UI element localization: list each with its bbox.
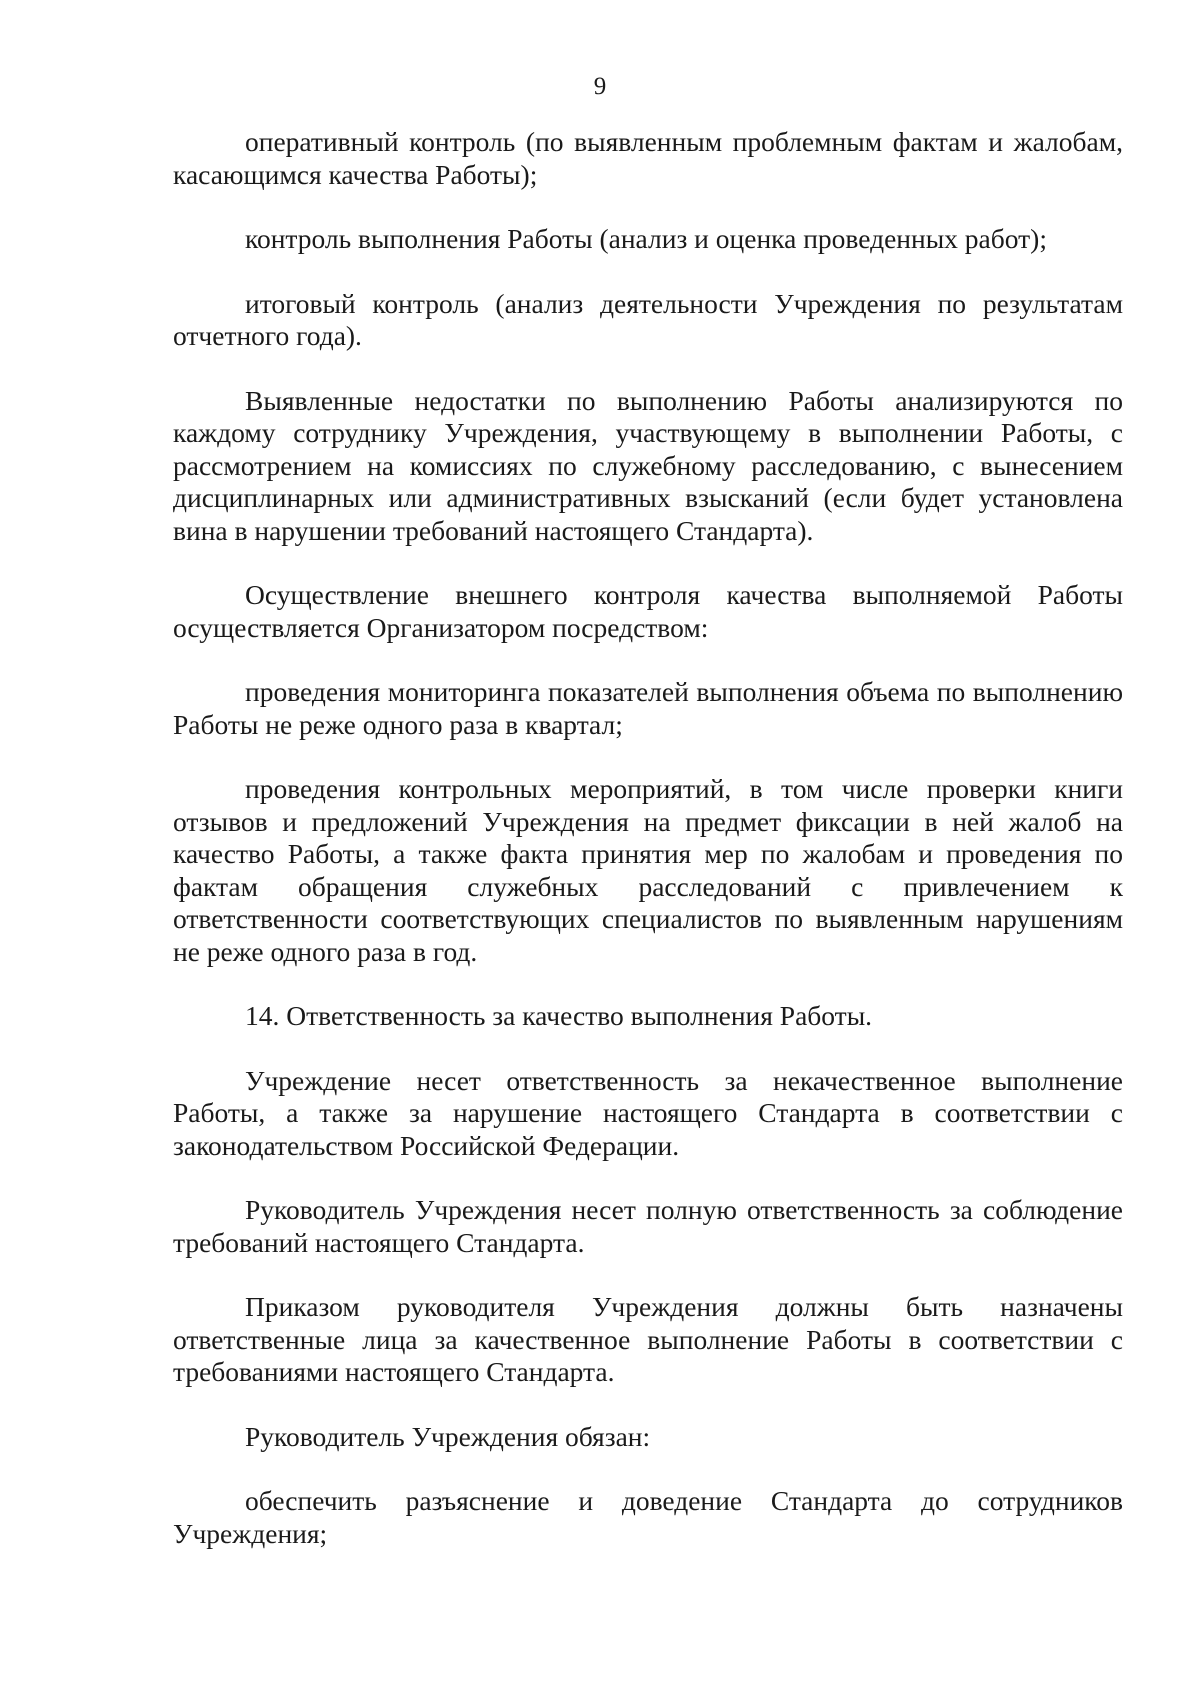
document-body — [173, 126, 1123, 1582]
section-heading-responsibility: 14. Ответственность за качество выполнения Работы. — [245, 1000, 873, 1031]
page-number: 9 — [593, 73, 607, 100]
paragraph-final-control: итоговый контроль (анализ деятельности Учреждения по результатам отчетного года). — [173, 287, 1123, 351]
paragraph-deficiencies: Выявленные недостатки по выполнению Работы анализируются по каждому сотруднику Учреждения, участвующему в выполнении Работы, с рассмотрением на комиссиях по служебному расследованию, с вынесением дисциплинарных или административных взысканий (если будет установлена вина в нарушении требований настоящего Стандарта). — [173, 384, 1123, 546]
paragraph-operational-control: оперативный контроль (по выявленным проблемным фактам и жалобам, касающимся качества Работы); — [173, 126, 1123, 190]
paragraph-control-measures: проведения контрольных мероприятий, в том числе проверки книги отзывов и предложений Учреждения на предмет фиксации в ней жалоб на качество Работы, а также факта принятия мер по жалобам и проведения по фактам обращения служебных расследований с привлечением к ответственности соответствующих специалистов по выявленным нарушениям не реже одного раза в год. — [173, 773, 1123, 967]
paragraph-head-responsibility: Руководитель Учреждения несет полную ответственность за соблюдение требований настоящего Стандарта. — [173, 1194, 1123, 1258]
paragraph-head-obligations: Руководитель Учреждения обязан: — [245, 1420, 651, 1452]
paragraph-order-appointment: Приказом руководителя Учреждения должны быть назначены ответственные лица за качественное выполнение Работы в соответствии с требованиями настоящего Стандарта. — [173, 1291, 1123, 1387]
paragraph-explain-standard: обеспечить разъяснение и доведение Стандарта до сотрудников Учреждения; — [173, 1485, 1123, 1549]
paragraph-execution-control: контроль выполнения Работы (анализ и оценка проведенных работ); — [245, 223, 1047, 254]
paragraph-external-control: Осуществление внешнего контроля качества выполняемой Работы осуществляется Организатором посредством: — [173, 579, 1123, 643]
paragraph-institution-responsibility: Учреждение несет ответственность за некачественное выполнение Работы, а также за нарушение настоящего Стандарта в соответствии с законодательством Российской Федерации. — [173, 1064, 1123, 1161]
paragraph-monitoring: проведения мониторинга показателей выполнения объема по выполнению Работы не реже одного раза в квартал; — [173, 676, 1123, 740]
